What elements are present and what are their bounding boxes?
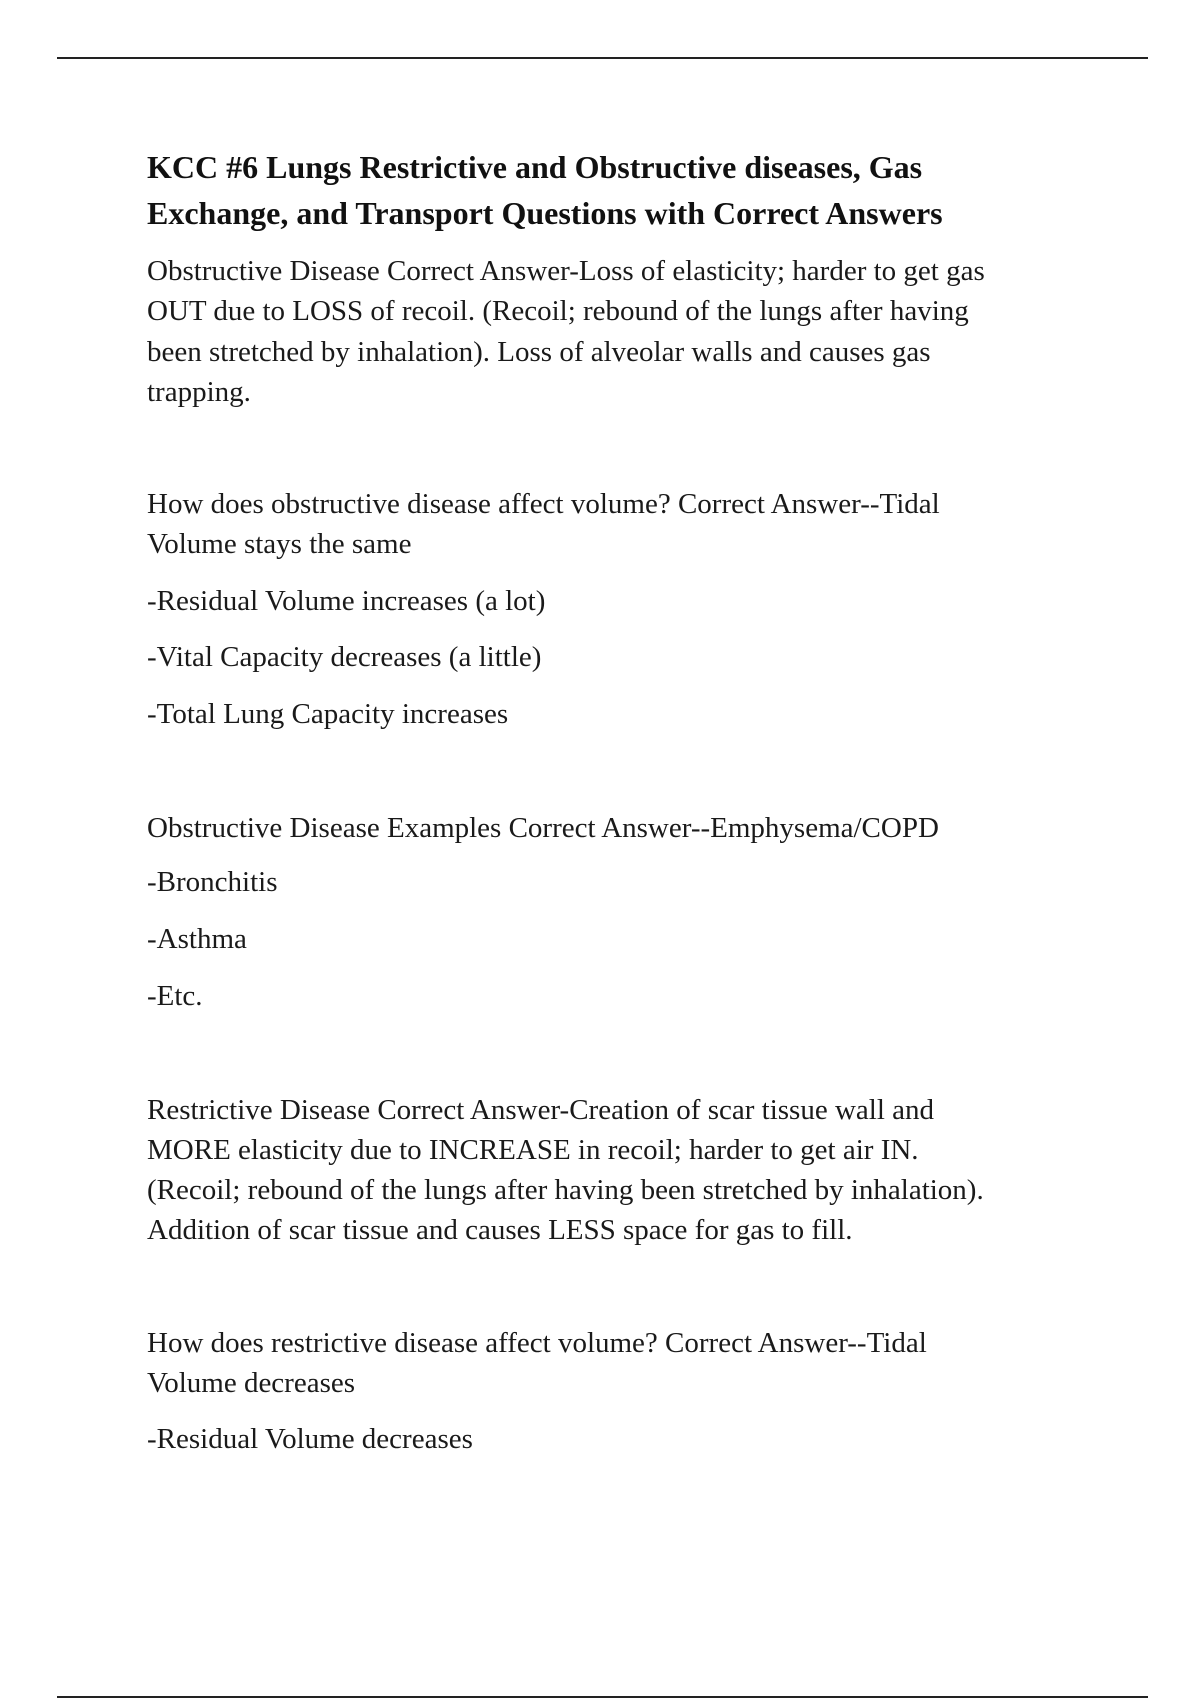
text-line: How does restrictive disease affect volume? Correct Answer--Tidal [147, 1327, 927, 1359]
list-item: -Residual Volume increases (a lot) [147, 585, 546, 617]
list-item: -Asthma [147, 923, 247, 955]
title-line: Exchange, and Transport Questions with Correct Answers [147, 195, 943, 231]
text-line: Addition of scar tissue and causes LESS space for gas to fill. [147, 1214, 853, 1246]
text-line: OUT due to LOSS of recoil. (Recoil; rebound of the lungs after having [147, 295, 969, 327]
text-line: Volume decreases [147, 1367, 356, 1399]
title-line: KCC #6 Lungs Restrictive and Obstructive diseases, Gas [147, 149, 923, 185]
list-item: -Residual Volume decreases [147, 1423, 473, 1455]
footer-rule [57, 1696, 1148, 1698]
list-item: -Vital Capacity decreases (a little) [147, 641, 542, 673]
text-line: Obstructive Disease Correct Answer-Loss of elasticity; harder to get gas [147, 255, 985, 287]
list-item: -Total Lung Capacity increases [147, 698, 509, 730]
text-line: Restrictive Disease Correct Answer-Creation of scar tissue wall and [147, 1094, 935, 1126]
list-item: -Bronchitis [147, 866, 278, 898]
text-line: MORE elasticity due to INCREASE in recoil; harder to get air IN. [147, 1134, 919, 1166]
text-line: (Recoil; rebound of the lungs after having been stretched by inhalation). [147, 1174, 984, 1206]
text-line: been stretched by inhalation). Loss of alveolar walls and causes gas [147, 336, 931, 368]
list-item: -Etc. [147, 980, 203, 1012]
text-line: Volume stays the same [147, 528, 412, 560]
text-line: How does obstructive disease affect volume? Correct Answer--Tidal [147, 488, 940, 520]
header-rule [57, 57, 1148, 59]
text-line: trapping. [147, 376, 251, 408]
text-line: Obstructive Disease Examples Correct Answer--Emphysema/COPD [147, 812, 939, 844]
